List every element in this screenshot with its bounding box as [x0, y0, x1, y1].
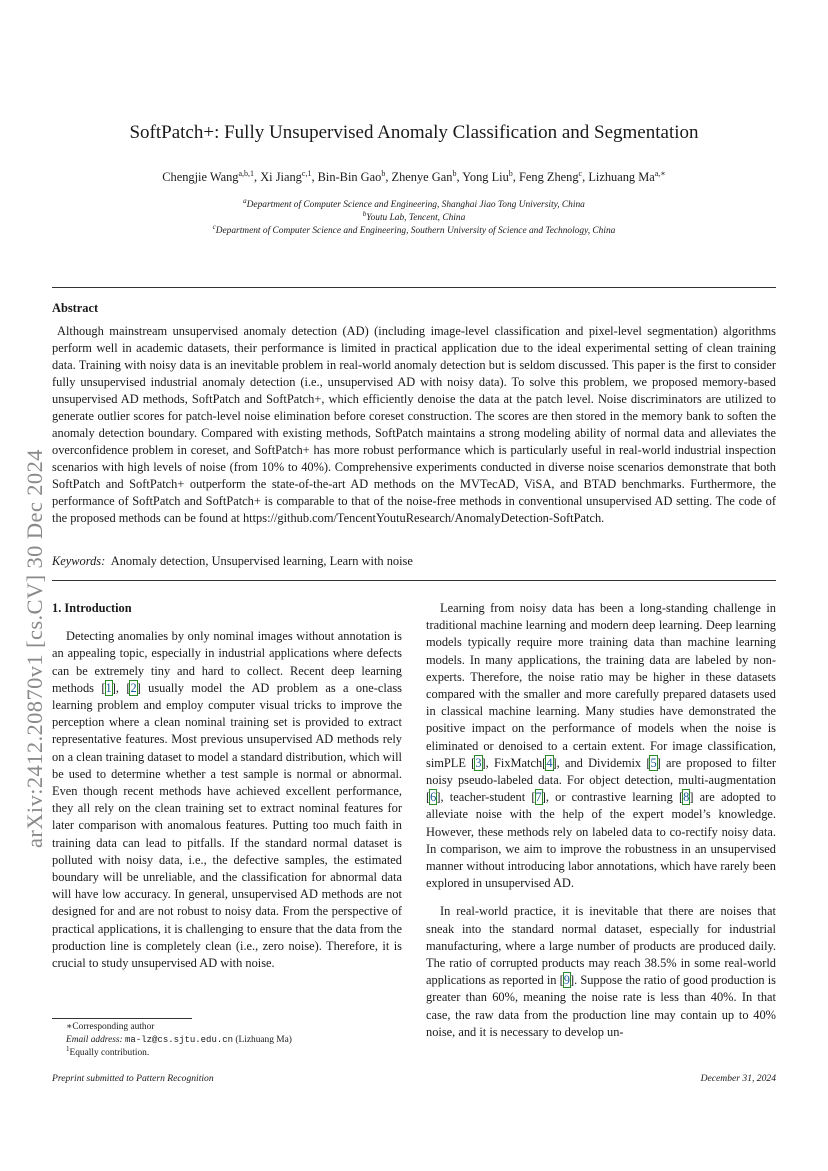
footnotes	[52, 1021, 402, 1060]
section-heading-introduction: 1. Introduction	[52, 601, 132, 615]
email-label: Email address:	[66, 1035, 123, 1045]
author-affiliation-marker: b	[381, 168, 386, 178]
author-affiliation-marker: b	[508, 168, 513, 178]
citation-link[interactable]: 7	[535, 790, 542, 805]
author-name: Lizhuang Ma	[588, 170, 655, 184]
affiliation-marker: b	[362, 209, 367, 218]
right-column	[426, 600, 776, 1041]
intro-paragraph-2: Learning from noisy data has been a long-standing challenge in traditional machine learning and modern deep learning. Deep learning models typically require more training data than machine learning models. In many applications, the training data are labeled by non-experts. Therefore, the noise ratio may be higher in these datasets compared with the smaller and more carefully prepared datasets used in classical machine learning. Many studies have demonstrated the positive impact on the performance of models when the noise is eliminated or denoised to a certain extent. For image classification, simPLE [3], FixMatch[4], and Dividemix [5] are proposed to filter noisy pseudo-labeled data. For object detection, multi-augmentation [6], teacher-student [7], or contrastive learning [8] are adopted to alleviate noise with the help of the expert model’s knowledge. However, these methods rely on labeled data to co-rectify noisy data. In comparison, we aim to improve the robustness in an unsupervised manner without introducing labor annotations, which have rarely been explored in unsupervised AD.	[426, 601, 776, 891]
affiliation	[60, 209, 768, 225]
paper-title: SoftPatch+: Fully Unsupervised Anomaly Classification and Segmentation	[129, 122, 699, 143]
abstract-top-rule	[52, 287, 776, 288]
citation-link[interactable]: 5	[650, 755, 657, 770]
affiliation-text: Department of Computer Science and Engineering, Shanghai Jiao Tong University, China	[246, 200, 585, 210]
footer-journal: Preprint submitted to Pattern Recognition	[52, 1073, 214, 1084]
affiliation-text: Department of Computer Science and Engineering, Southern University of Science and Technology, China	[215, 226, 616, 236]
abstract-heading: Abstract	[52, 301, 99, 315]
citation-link[interactable]: 3	[475, 755, 482, 770]
footnote-rule	[52, 1018, 192, 1019]
author-affiliation-marker: b	[452, 168, 457, 178]
email-link[interactable]: ma-lz@cs.sjtu.edu.cn	[125, 1035, 234, 1045]
citation-link[interactable]: 1	[105, 680, 112, 695]
left-column	[52, 600, 402, 972]
author-affiliation-marker: c	[578, 168, 583, 178]
footnote-email	[52, 1034, 402, 1047]
footnote-equal	[52, 1044, 402, 1060]
intro-paragraph-1: Detecting anomalies by only nominal images without annotation is an appealing topic, especially in industrial applications where defects can be extremely tiny and hard to collect. Recent deep learning methods [1], [2] usually model the AD problem as a one-class learning problem and employ computer visual tricks to improve the perception where a clean nominal training set is provided to extract representative features. Most previous unsupervised AD methods rely on a clean training dataset to model a standard distribution, which will be used to determine whether a test sample is normal or abnormal. Even though recent methods have achieved excellent performance, they all rely on the clean training set to extract nominal features for later comparison with anomalous features. Putting too much faith in training data can lead to pitfalls. If the standard normal dataset is polluted with noisy data, i.e., the defective samples, the estimated boundary will be unreliable, and the classification for abnormal data will have low accuracy. In general, unsupervised AD methods are not designed for and are not robust to noisy data. From the perspective of practical applications, it is challenging to ensure that the data from the production line is completely clean (i.e., zero noise). Therefore, it is crucial to study unsupervised AD with noise.	[52, 629, 403, 971]
citation-link[interactable]: 8	[683, 790, 690, 805]
affiliation-list	[60, 196, 768, 238]
email-owner: (Lizhuang Ma)	[235, 1035, 292, 1045]
affiliation	[60, 196, 768, 212]
keywords-label: Keywords:	[52, 554, 106, 568]
footnote-corresponding: ∗Corresponding author	[66, 1022, 155, 1032]
affiliation-text: Youtu Lab, Tencent, China	[366, 213, 466, 223]
affiliation	[60, 222, 768, 238]
author-name: Feng Zheng	[519, 170, 579, 184]
author-name: Xi Jiang	[260, 170, 302, 184]
keywords-text: Anomaly detection, Unsupervised learning, Learn with noise	[110, 554, 413, 568]
footnote-equal-marker: 1	[66, 1044, 70, 1053]
keywords	[52, 553, 776, 569]
footer-date: December 31, 2024	[700, 1073, 776, 1084]
citation-link[interactable]: 6	[430, 790, 437, 805]
intro-paragraph-3: In real-world practice, it is inevitable that there are noises that sneak into the standard normal dataset, especially for industrial manufacturing, where a large number of products are produced daily. The ratio of corrupted products may reach 38.5% in some real-world applications as reported in [9]. Suppose the ratio of good production is greater than 60%, meaning the noise rate is less than 40%. In that case, the raw data from the production line may contain up to 40% noise, and it is necessary to develop un-	[426, 904, 776, 1039]
abstract-text: Although mainstream unsupervised anomaly detection (AD) (including image-level classification and pixel-level segmentation) algorithms perform well in academic datasets, their performance is limited in practical application due to the ideal experimental setting of clean training data. Training with noisy data is an inevitable problem in real-world anomaly detection but is seldom discussed. This paper is the first to consider fully unsupervised industrial anomaly detection (i.e., unsupervised AD with noisy data). To solve this problem, we proposed memory-based unsupervised AD methods, SoftPatch and SoftPatch+, which efficiently denoise the data at the patch level. Noise discriminators are utilized to generate outlier scores for patch-level noise elimination before coreset construction. The scores are then stored in the memory bank to soften the anomaly detection boundary. Compared with existing methods, SoftPatch maintains a strong modeling ability of normal data and alleviates the overconfidence problem in coreset, and SoftPatch+ has more robust performance which is particularly useful in real-world industrial inspection scenarios with high levels of noise (from 10% to 40%). Comprehensive experiments conducted in diverse noise scenarios demonstrate that both SoftPatch and SoftPatch+ outperform the state-of-the-art AD methods on the MVTecAD, ViSA, and BTAD benchmarks. Furthermore, the performance of SoftPatch and SoftPatch+ is comparable to that of the noise-free methods in conventional unsupervised AD setting. The code of the proposed methods can be found at https://github.com/TencentYoutuResearch/AnomalyDetection-SoftPatch.	[52, 324, 776, 525]
citation-link[interactable]: 9	[563, 973, 570, 988]
author-name: Yong Liu	[462, 170, 509, 184]
arxiv-identifier[interactable]: arXiv:2412.20870v1 [cs.CV] 30 Dec 2024	[22, 449, 47, 848]
affiliation-marker: a	[243, 196, 247, 205]
author-affiliation-marker: c,1	[301, 168, 312, 178]
author-list: Chengjie Wang$^{a,b,1}$, Xi Jiang$^{c,1}$, Bin-Bin Gao$^b$, Zhenye Gan$^b$, Yong Liu$^b$, Feng Zheng$^c$, Lizhuang $Ma^{a,∗}$	[162, 168, 666, 184]
author-name: Bin-Bin Gao	[317, 170, 382, 184]
citation-link[interactable]: 4	[546, 755, 553, 770]
author-affiliation-marker: a,b,1	[238, 168, 255, 178]
abstract-bottom-rule	[52, 580, 776, 581]
author-affiliation-marker: a,∗	[654, 168, 666, 178]
author-name: Chengjie Wang	[162, 170, 239, 184]
author-name: Zhenye Gan	[391, 170, 453, 184]
affiliation-marker: c	[212, 222, 216, 231]
footnote-equal-text: Equally contribution.	[69, 1048, 150, 1058]
citation-link[interactable]: 2	[130, 680, 137, 695]
